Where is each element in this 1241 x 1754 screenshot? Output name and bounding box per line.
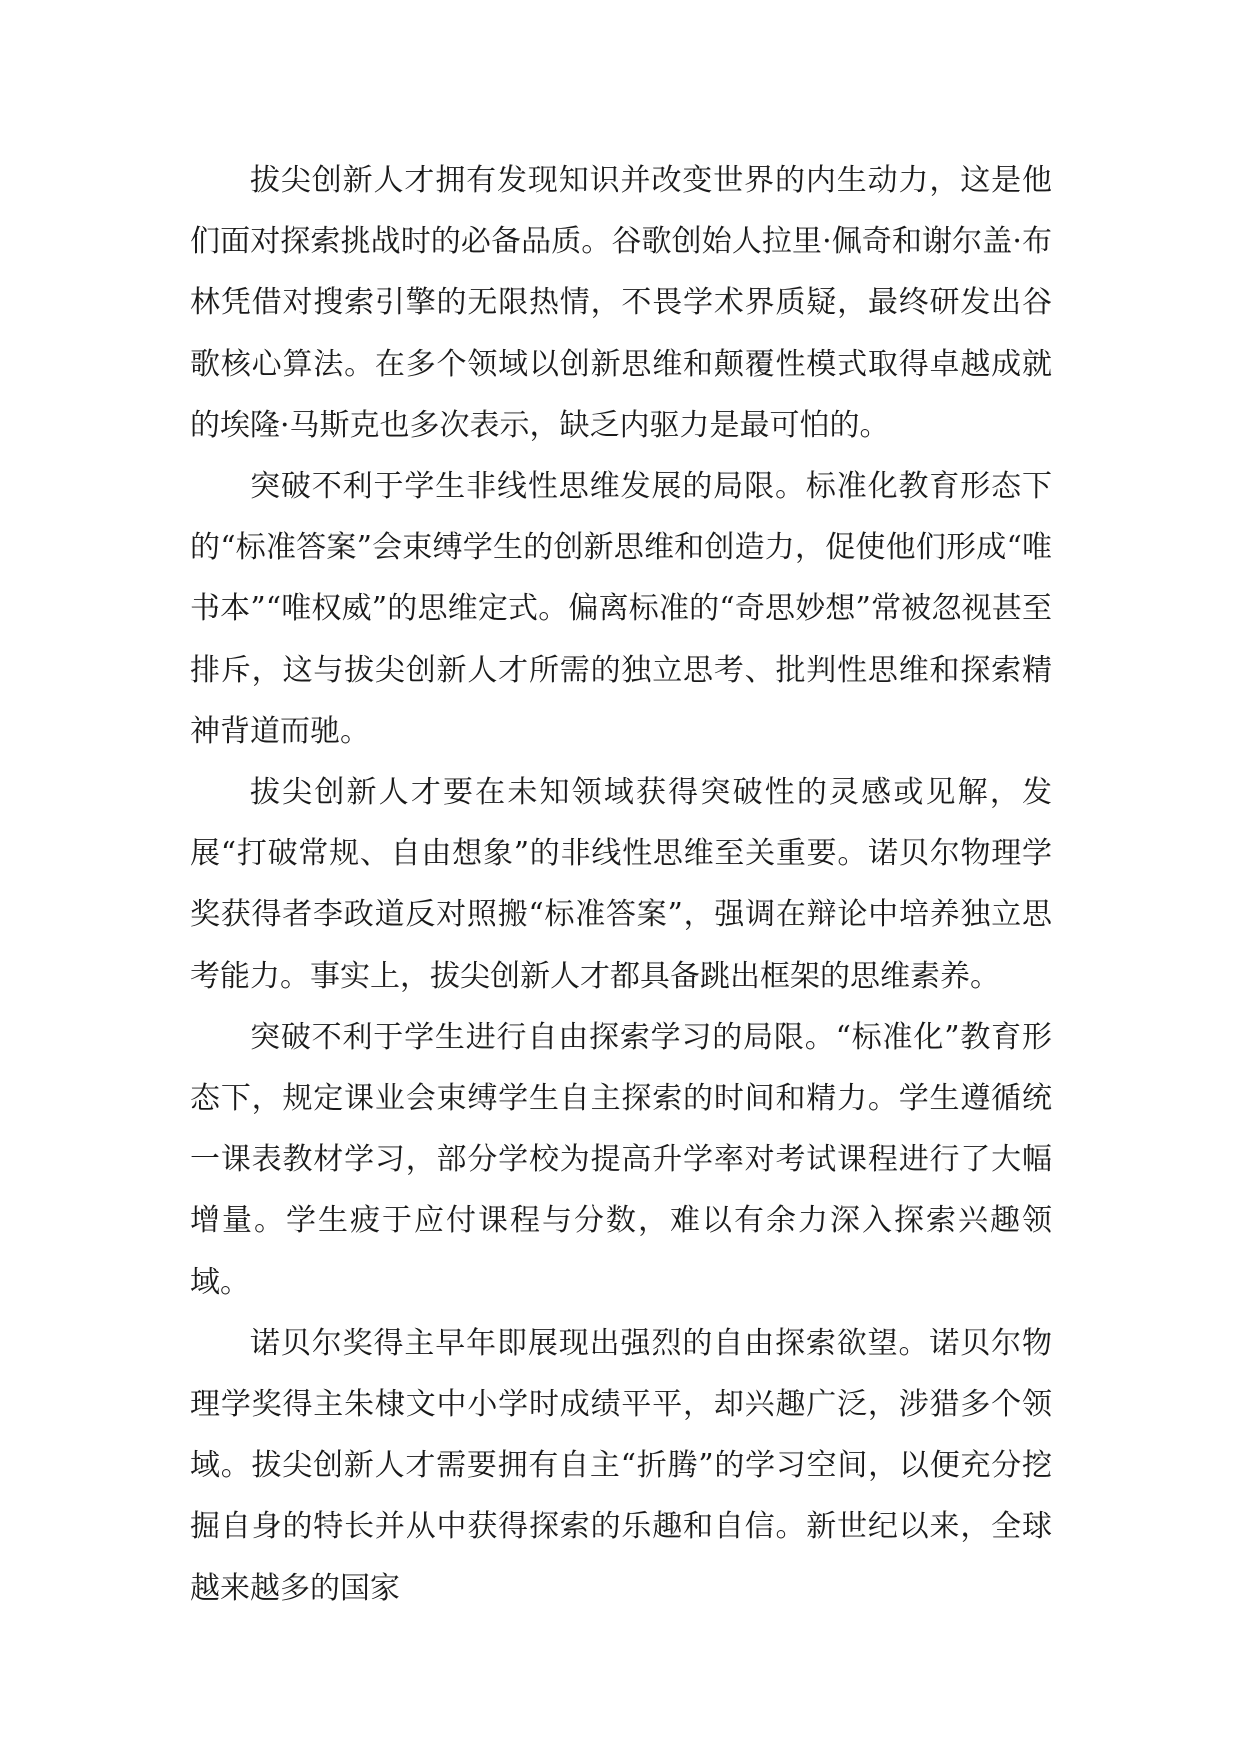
paragraph-2: 突破不利于学生非线性思维发展的局限。标准化教育形态下的“标准答案”会束缚学生的创新思维和创造力，促使他们形成“唯书本”“唯权威”的思维定式。偏离标准的“奇思妙想”常被忽视甚至排斥，这与拔尖创新人才所需的独立思考、批判性思维和探索精神背道而驰。 bbox=[190, 469, 1052, 749]
paragraph-4: 突破不利于学生进行自由探索学习的局限。“标准化”教育形态下，规定课业会束缚学生自主探索的时间和精力。学生遵循统一课表教材学习，部分学校为提高升学率对考试课程进行了大幅增量。学生疲于应付课程与分数，难以有余力深入探索兴趣领域。 bbox=[190, 1019, 1052, 1300]
body-text bbox=[190, 150, 1052, 1619]
paragraph-1: 拔尖创新人才拥有发现知识并改变世界的内生动力，这是他们面对探索挑战时的必备品质。谷歌创始人拉里·佩奇和谢尔盖·布林凭借对搜索引擎的无限热情，不畏学术界质疑，最终研发出谷歌核心算法。在多个领域以创新思维和颠覆性模式取得卓越成就的埃隆·马斯克也多次表示，缺乏内驱力是最可怕的。 bbox=[190, 163, 1052, 443]
paragraph-5: 诺贝尔奖得主早年即展现出强烈的自由探索欲望。诺贝尔物理学奖得主朱棣文中小学时成绩平平，却兴趣广泛，涉猎多个领域。拔尖创新人才需要拥有自主“折腾”的学习空间，以便充分挖掘自身的特长并从中获得探索的乐趣和自信。新世纪以来，全球越来越多的国家 bbox=[190, 1325, 1052, 1606]
paragraph-3: 拔尖创新人才要在未知领域获得突破性的灵感或见解，发展“打破常规、自由想象”的非线性思维至关重要。诺贝尔物理学奖获得者李政道反对照搬“标准答案”，强调在辩论中培养独立思考能力。事实上，拔尖创新人才都具备跳出框架的思维素养。 bbox=[190, 775, 1052, 994]
